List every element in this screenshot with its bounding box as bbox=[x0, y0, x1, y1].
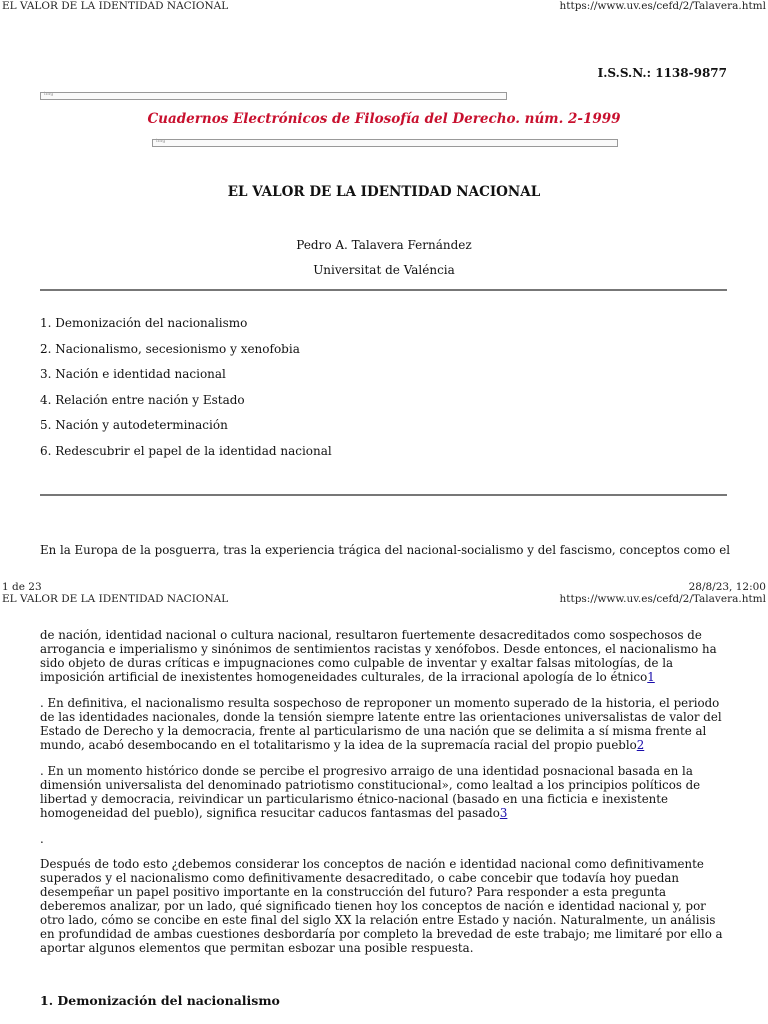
toc-item[interactable]: 2. Nacionalismo, secesionismo y xenofobia bbox=[40, 341, 300, 356]
affiliation: Universitat de Valéncia bbox=[313, 263, 455, 277]
footnote-link[interactable]: 1 bbox=[647, 670, 655, 684]
body-paragraph bbox=[40, 628, 730, 684]
divider bbox=[40, 494, 727, 496]
image-placeholder: img bbox=[40, 92, 507, 100]
toc-item[interactable]: 5. Nación y autodeterminación bbox=[40, 418, 228, 433]
intro-paragraph: En la Europa de la posguerra, tras la experiencia trágica del nacional-socialismo y del fascismo, conceptos como el bbox=[40, 543, 731, 557]
divider bbox=[40, 289, 727, 291]
toc-item[interactable]: 4. Relación entre nación y Estado bbox=[40, 392, 245, 407]
paragraph-dot: . bbox=[40, 832, 44, 846]
article-title: EL VALOR DE LA IDENTIDAD NACIONAL bbox=[227, 184, 541, 200]
toc-item[interactable]: 6. Redescubrir el papel de la identidad nacional bbox=[40, 443, 332, 458]
toc-item[interactable]: 1. Demonización del nacionalismo bbox=[40, 316, 248, 330]
footnote-link[interactable]: 3 bbox=[499, 806, 508, 820]
body-paragraph bbox=[40, 696, 730, 752]
body-paragraph: Después de todo esto ¿debemos considerar los conceptos de nación e identidad nacional como definitivamente superados y el nacionalismo como definitivamente desacreditado, o cabe concebir que todavía hoy puedan desempeñar un papel positivo importante en la construcción del futuro? Para responder a esta pregunta deberemos analizar, por un lado, qué significado tienen hoy los conceptos de nación e identidad nacional y, por otro lado, cómo se concibe en este final del siglo XX la relación entre Estado y nación. Naturalmente, un análisis en profundidad de ambas cuestiones desbordaría por completo la brevedad de este trabajo; me limitaré por ello a aportar algunos elementos que permitan esbozar una posible respuesta. bbox=[40, 857, 723, 955]
author: Pedro A. Talavera Fernández bbox=[296, 238, 472, 252]
issn: I.S.S.N.: 1138-9877 bbox=[597, 66, 727, 80]
footnote-link[interactable]: 2 bbox=[636, 738, 645, 752]
toc-item[interactable]: 3. Nación e identidad nacional bbox=[40, 367, 226, 382]
print-header-url: https://www.uv.es/cefd/2/Talavera.html bbox=[559, 0, 766, 12]
page-count: 1 de 23 bbox=[2, 581, 42, 593]
print-date: 28/8/23, 12:00 bbox=[688, 581, 766, 593]
body-paragraph bbox=[40, 764, 730, 820]
image-placeholder: img bbox=[152, 139, 618, 147]
print-header-title: EL VALOR DE LA IDENTIDAD NACIONAL bbox=[2, 0, 229, 12]
paragraph-text: . En un momento histórico donde se percibe el progresivo arraigo de una identidad posnacional basada en la dimensión universalista del denominado patriotismo constitucional», como lealtad a los principios políticos de libertad y democracia, reivindicar un particularismo étnico-nacional (basado en una ficticia e inexistente homogeneidad del pueblo), significa resucitar caducos fantasmas del pasado bbox=[40, 764, 701, 820]
table-of-contents bbox=[40, 316, 332, 470]
journal-title: Cuadernos Electrónicos de Filosofía del Derecho. núm. 2-1999 bbox=[147, 111, 621, 127]
paragraph-text: de nación, identidad nacional o cultura nacional, resultaron fuertemente desacreditados como sospechosos de arrogancia e imperialismo y sinónimos de sentimientos racistas y xenófobos. Desde entonces, el nacionalismo ha sido objeto de duras críticas e impugnaciones como culpable de inventar y exaltar falsas mitologías, de la imposición artificial de inexistentes homogeneidades culturales, de la irracional apología de lo étnico bbox=[40, 628, 717, 684]
print-header-title: EL VALOR DE LA IDENTIDAD NACIONAL bbox=[2, 593, 229, 605]
print-header-url: https://www.uv.es/cefd/2/Talavera.html bbox=[559, 593, 766, 605]
paragraph-text: . En definitiva, el nacionalismo resulta sospechoso de reproponer un momento superado de la historia, el periodo de las identidades nacionales, donde la tensión siempre latente entre las orientaciones universalistas de valor del Estado de Derecho y la democracia, frente al particularismo de una nación que se delimita a sí misma frente al mundo, acabó desembocando en el totalitarismo y la idea de la supremacía racial del propio pueblo bbox=[40, 696, 722, 752]
section-heading: 1. Demonización del nacionalismo bbox=[40, 993, 280, 1008]
